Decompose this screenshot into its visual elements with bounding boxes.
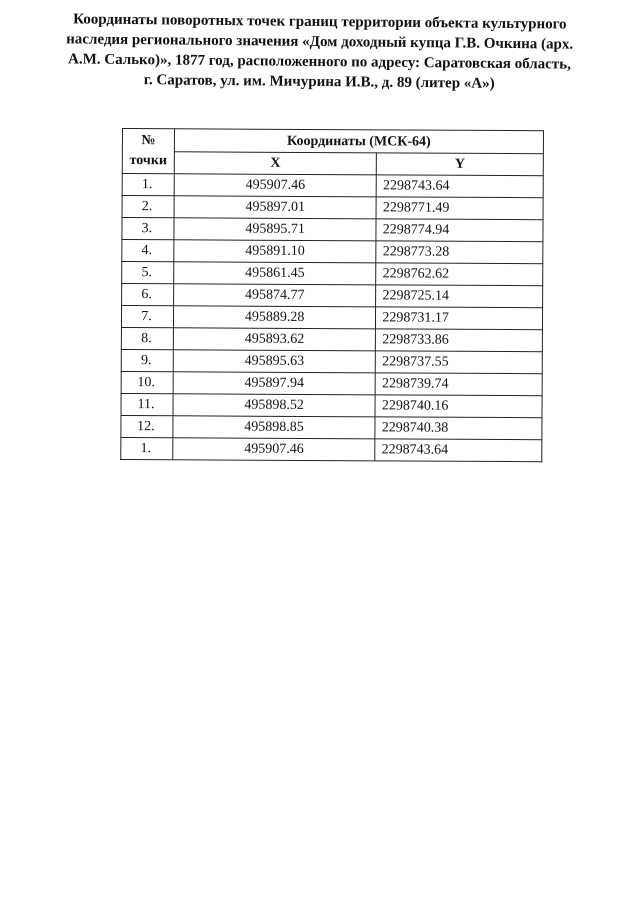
table-row (121, 306, 542, 330)
table-row (122, 284, 543, 308)
x-coordinate-cell: 495895.63 (173, 350, 376, 373)
table-row (121, 415, 542, 439)
x-coordinate-cell: 495907.46 (174, 174, 377, 197)
y-coordinate-cell: 2298740.16 (375, 395, 542, 418)
point-number-header: № точки (122, 129, 174, 174)
x-coordinate-cell: 495861.45 (174, 262, 377, 285)
title-line-2: наследия регионального значения «Дом доходный купца Г.В. Очкина (арх. (66, 31, 574, 53)
title-line-3: А.М. Салько)», 1877 год, расположенного по адресу: Саратовская область, (67, 51, 571, 73)
y-coordinate-cell: 2298737.55 (376, 351, 543, 374)
point-number-cell: 1. (122, 174, 174, 196)
y-coordinate-cell: 2298771.49 (376, 197, 543, 220)
y-column-header: Y (377, 153, 544, 176)
point-number-cell: 6. (122, 284, 174, 306)
y-coordinate-cell: 2298733.86 (376, 329, 543, 352)
y-coordinate-cell: 2298774.94 (376, 219, 543, 242)
table-row (121, 327, 542, 351)
point-number-cell: 1. (121, 437, 173, 459)
x-coordinate-cell: 495898.85 (173, 416, 376, 439)
point-number-cell: 11. (121, 393, 173, 415)
x-coordinate-cell: 495889.28 (173, 306, 376, 329)
x-coordinate-cell: 495893.62 (173, 328, 376, 351)
x-coordinate-cell: 495874.77 (174, 284, 377, 307)
y-coordinate-cell: 2298740.38 (375, 417, 542, 440)
point-number-cell: 3. (122, 218, 174, 240)
table-row (122, 218, 543, 242)
point-number-cell: 10. (121, 371, 173, 393)
x-coordinate-cell: 495891.10 (174, 240, 377, 263)
y-coordinate-cell: 2298743.64 (375, 439, 542, 462)
table-subheader-row (122, 152, 543, 176)
y-coordinate-cell: 2298739.74 (375, 373, 542, 396)
x-column-header: X (174, 152, 377, 175)
point-number-cell: 2. (122, 196, 174, 218)
point-number-cell: 12. (121, 415, 173, 437)
table-row (121, 371, 542, 395)
title-line-4: г. Саратов, ул. им. Мичурина И.В., д. 89 (литер «А») (143, 72, 495, 92)
document-title (33, 9, 606, 95)
table-row (121, 349, 542, 373)
point-number-cell: 8. (121, 327, 173, 349)
table-row (121, 437, 542, 461)
point-number-cell: 4. (122, 240, 174, 262)
x-coordinate-cell: 495897.01 (174, 196, 377, 219)
x-coordinate-cell: 495898.52 (173, 394, 376, 417)
coordinates-table (120, 128, 544, 462)
y-coordinate-cell: 2298731.17 (376, 307, 543, 330)
point-number-cell: 5. (122, 262, 174, 284)
x-coordinate-cell: 495895.71 (174, 218, 377, 241)
table-row (122, 240, 543, 264)
table-row (122, 262, 543, 286)
y-coordinate-cell: 2298743.64 (377, 175, 544, 198)
title-line-1: Координаты поворотных точек границ территории объекта культурного (73, 11, 567, 33)
x-coordinate-cell: 495897.94 (173, 372, 376, 395)
x-coordinate-cell: 495907.46 (173, 438, 376, 461)
point-number-cell: 7. (121, 306, 173, 328)
point-number-cell: 9. (121, 349, 173, 371)
y-coordinate-cell: 2298725.14 (376, 285, 543, 308)
table-body (121, 174, 543, 462)
y-coordinate-cell: 2298762.62 (376, 263, 543, 286)
y-coordinate-cell: 2298773.28 (376, 241, 543, 264)
table-row (122, 174, 543, 198)
table-row (121, 393, 542, 417)
coordinates-header: Координаты (МСК-64) (174, 129, 543, 154)
table-row (122, 196, 543, 220)
table-header-row (122, 129, 543, 154)
